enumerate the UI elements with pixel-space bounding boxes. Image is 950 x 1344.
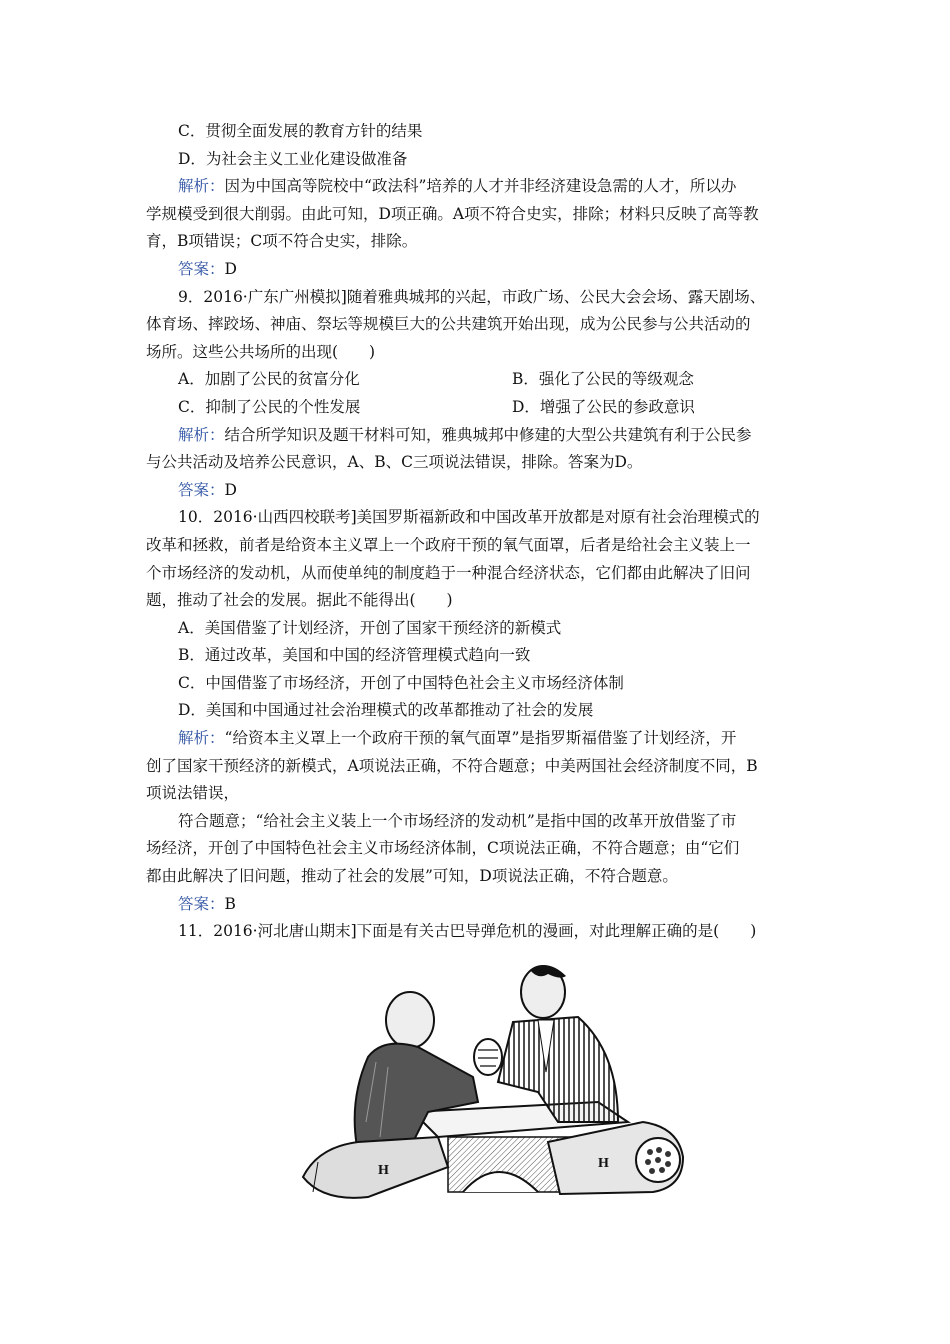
q11-stem: 11．2016·河北唐山期末]下面是有关古巴导弹危机的漫画，对此理解正确的是( ) [178,922,757,941]
clasped-hands-illustration [474,1039,502,1075]
left-missile-letter: H [378,1163,389,1178]
q10-analysis-text: “给资本主义罩上一个政府干预的氧气面罩”是指罗斯福借鉴了计划经济，开 [224,729,737,748]
q8-analysis-text: 因为中国高等院校中“政法科”培养的人才并非经济建设急需的人才，所以办 [224,177,737,196]
q8-option-d: D．为社会主义工业化建设做准备 [178,149,408,168]
analysis-label: 解析： [178,177,225,196]
q8-answer-value: D [224,259,237,278]
q9-stem-line2: 体育场、摔跤场、神庙、祭坛等规模巨大的公共建筑开始出现，成为公民参与公共活动的 [146,315,751,334]
q10-option-b: B．通过改革，美国和中国的经济管理模式趋向一致 [178,646,531,665]
q10-option-c: C．中国借鉴了市场经济，开创了中国特色社会主义市场经济体制 [178,673,624,692]
q8-option-c: C．贯彻全面发展的教育方针的结果 [178,122,423,140]
q9-option-d: D．增强了公民的参政意识 [512,397,695,416]
right-missile-letter: H [598,1156,609,1171]
q9-option-a: A．加剧了公民的贫富分化 [178,370,360,389]
q8-answer [146,256,816,284]
q9-analysis-line2: 与公共活动及培养公民意识，A、B、C三项说法错误，排除。答案为D。 [146,453,643,472]
left-missile-illustration [303,1137,448,1198]
q9-stem-line3: 场所。这些公共场所的出现( ) [146,342,376,361]
q9-options-row1 [146,366,816,394]
cartoon-illustration [298,962,695,1212]
q10-stem-line4: 题，推动了社会的发展。据此不能得出( ) [146,591,453,610]
q8-analysis [146,173,816,201]
q10-analysis [146,725,816,753]
right-missile-illustration [548,1122,683,1194]
document-body [146,118,816,946]
q10-analysis-line5: 场经济，开创了中国特色社会主义市场经济体制，C项说法正确，不符合题意；由“它们 [146,839,740,858]
q9-option-b: B．强化了公民的等级观念 [512,370,694,389]
q10-stem-line2: 改革和拯救，前者是给资本主义罩上一个政府干预的氧气面罩，后者是给社会主义装上一 [146,535,751,554]
q10-analysis-line6: 都由此解决了旧问题，推动了社会的发展”可知，D项说法正确，不符合题意。 [146,867,678,886]
q9-answer-value: D [224,480,237,499]
answer-label: 答案： [178,480,225,499]
right-figure-illustration [498,965,618,1122]
q10-stem-line3: 个市场经济的发动机，从而使单纯的制度趋于一种混合经济状态，它们都由此解决了旧问 [146,563,751,582]
q8-analysis-line2: 学规模受到很大削弱。由此可知，D项正确。A项不符合史实，排除；材料只反映了高等教 [146,204,759,223]
q9-options-row2 [146,394,816,422]
answer-label: 答案： [178,259,225,278]
q10-stem: 10．2016·山西四校联考]美国罗斯福新政和中国改革开放都是对原有社会治理模式的 [178,508,760,527]
q9-analysis-text: 结合所学知识及题干材料可知，雅典城邦中修建的大型公共建筑有利于公民参 [224,425,752,444]
analysis-label: 解析： [178,425,225,444]
q10-analysis-line4: 符合题意；“给社会主义装上一个市场经济的发动机”是指中国的改革开放借鉴了市 [178,811,737,830]
q10-option-a: A．美国借鉴了计划经济，开创了国家干预经济的新模式 [178,618,562,637]
q10-option-d: D．美国和中国通过社会治理模式的改革都推动了社会的发展 [178,701,594,720]
q8-analysis-line3: 育，B项错误；C项不符合史实，排除。 [146,232,418,251]
answer-label: 答案： [178,894,225,913]
q10-answer-value: B [224,894,236,913]
q9-stem: 9．2016·广东广州模拟]随着雅典城邦的兴起，市政广场、公民大会会场、露天剧场、 [178,287,766,306]
q9-option-c: C．抑制了公民的个性发展 [178,397,361,416]
cuban-missile-crisis-cartoon [298,962,695,1212]
analysis-label: 解析： [178,729,225,748]
q9-answer [146,477,816,505]
q10-answer [146,891,816,919]
q10-analysis-line2: 创了国家干预经济的新模式，A项说法正确，不符合题意；中美两国社会经济制度不同，B [146,756,758,775]
q9-analysis [146,422,816,450]
q10-analysis-line3: 项说法错误， [146,784,240,803]
